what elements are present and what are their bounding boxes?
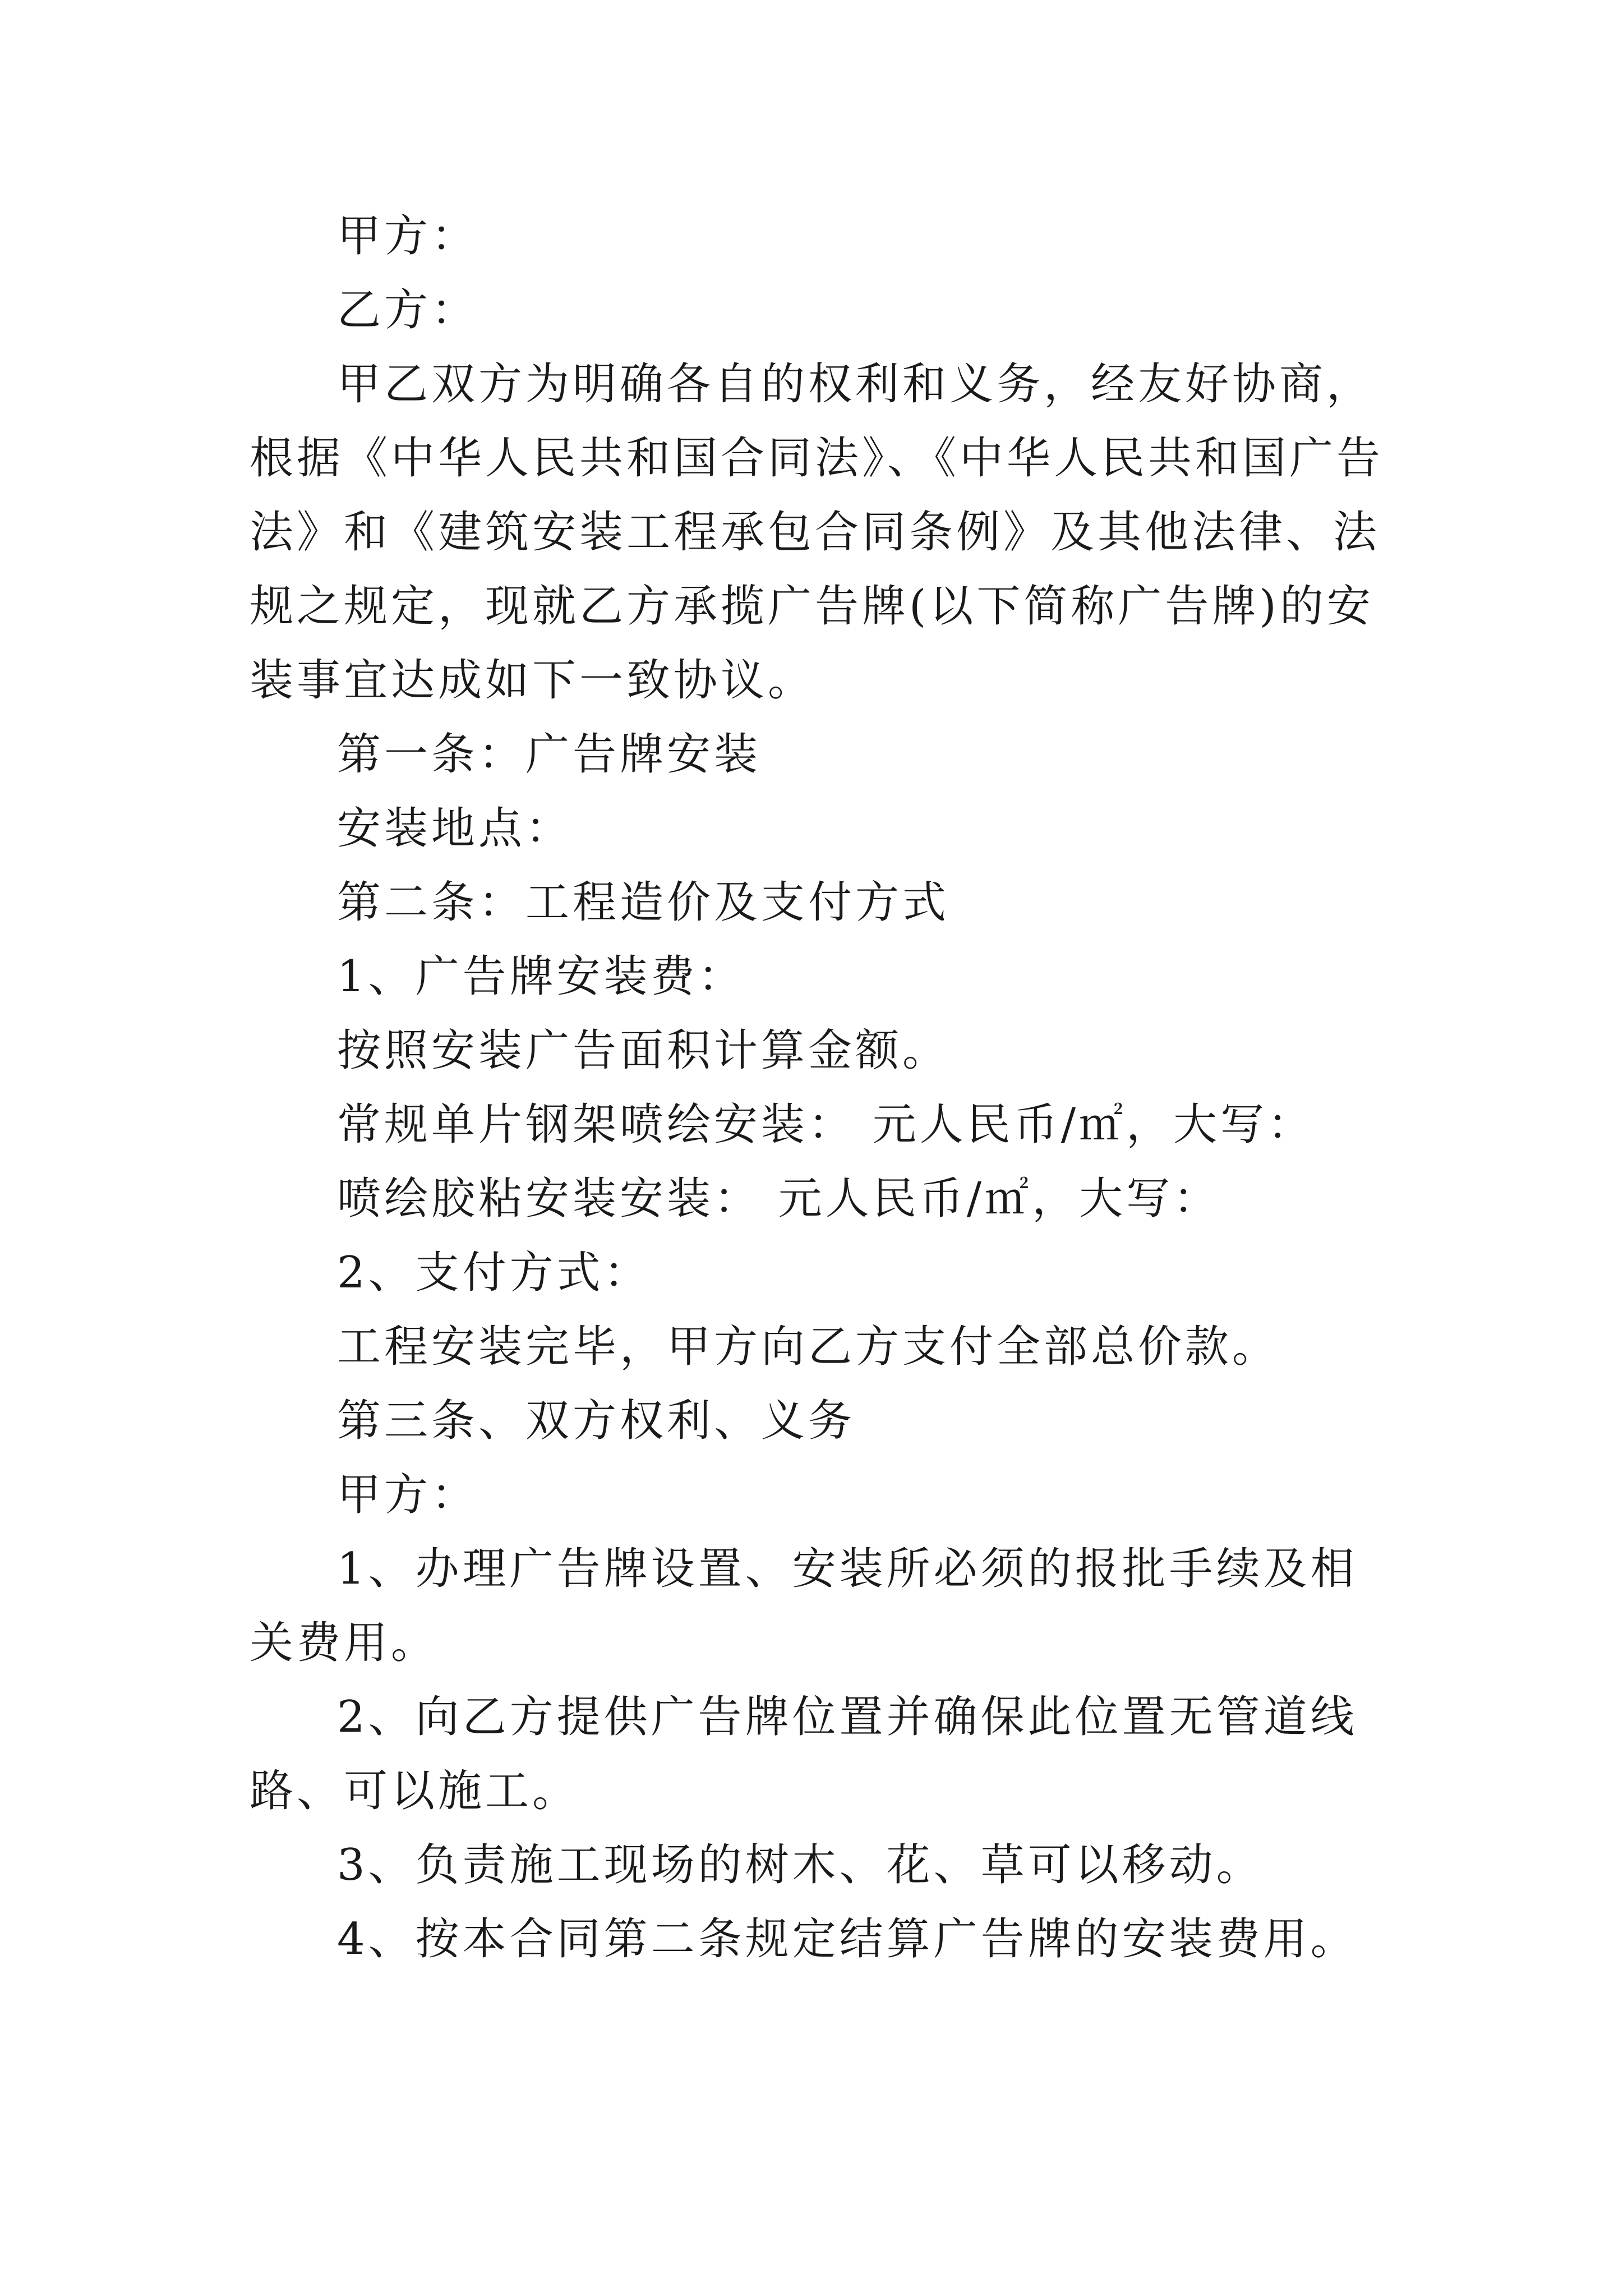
party-b-line: 乙方： (337, 285, 479, 335)
party-a-duty-1: 1、办理广告牌设置、安装所必须的报批手续及相关费用。 (250, 1544, 1358, 1668)
install-location-line: 安装地点： (337, 803, 573, 854)
party-a-duty-2: 2、向乙方提供广告牌位置并确保此位置无管道线路、可以施工。 (250, 1692, 1358, 1816)
item-1-title: 1、广告牌安装费： (337, 951, 745, 1002)
item-2-text: 工程安装完毕，甲方向乙方支付全部总价款。 (337, 1322, 1280, 1372)
contract-body (250, 199, 1388, 1976)
item-1-price-adhesive: 喷绘胶粘安装安装： 元人民币/㎡，大写： (337, 1174, 1221, 1224)
party-a-duty-3: 3、负责施工现场的树木、花、草可以移动。 (337, 1840, 1264, 1890)
party-a-duty-4: 4、按本合同第二条规定结算广告牌的安装费用。 (337, 1914, 1358, 1964)
preamble-paragraph: 甲乙双方为明确各自的权利和义务，经友好协商，根据《中华人民共和国合同法》、《中华人民共和国广告法》和《建筑安装工程承包合同条例》及其他法律、法规之规定，现就乙方承揽广告牌(以下简称广告牌)的安装事宜达成如下一致协议。 (250, 359, 1384, 706)
article-1-title: 第一条：广告牌安装 (337, 729, 762, 780)
article-3-title: 第三条、双方权利、义务 (337, 1396, 856, 1446)
item-2-title: 2、支付方式： (337, 1248, 651, 1298)
party-a-line: 甲方： (337, 211, 479, 261)
item-1-price-steel: 常规单片钢架喷绘安装： 元人民币/㎡，大写： (337, 1099, 1315, 1150)
party-a-duties-heading: 甲方： (337, 1470, 479, 1520)
item-1-basis: 按照安装广告面积计算金额。 (337, 1025, 950, 1076)
article-2-title: 第二条：工程造价及支付方式 (337, 877, 950, 928)
